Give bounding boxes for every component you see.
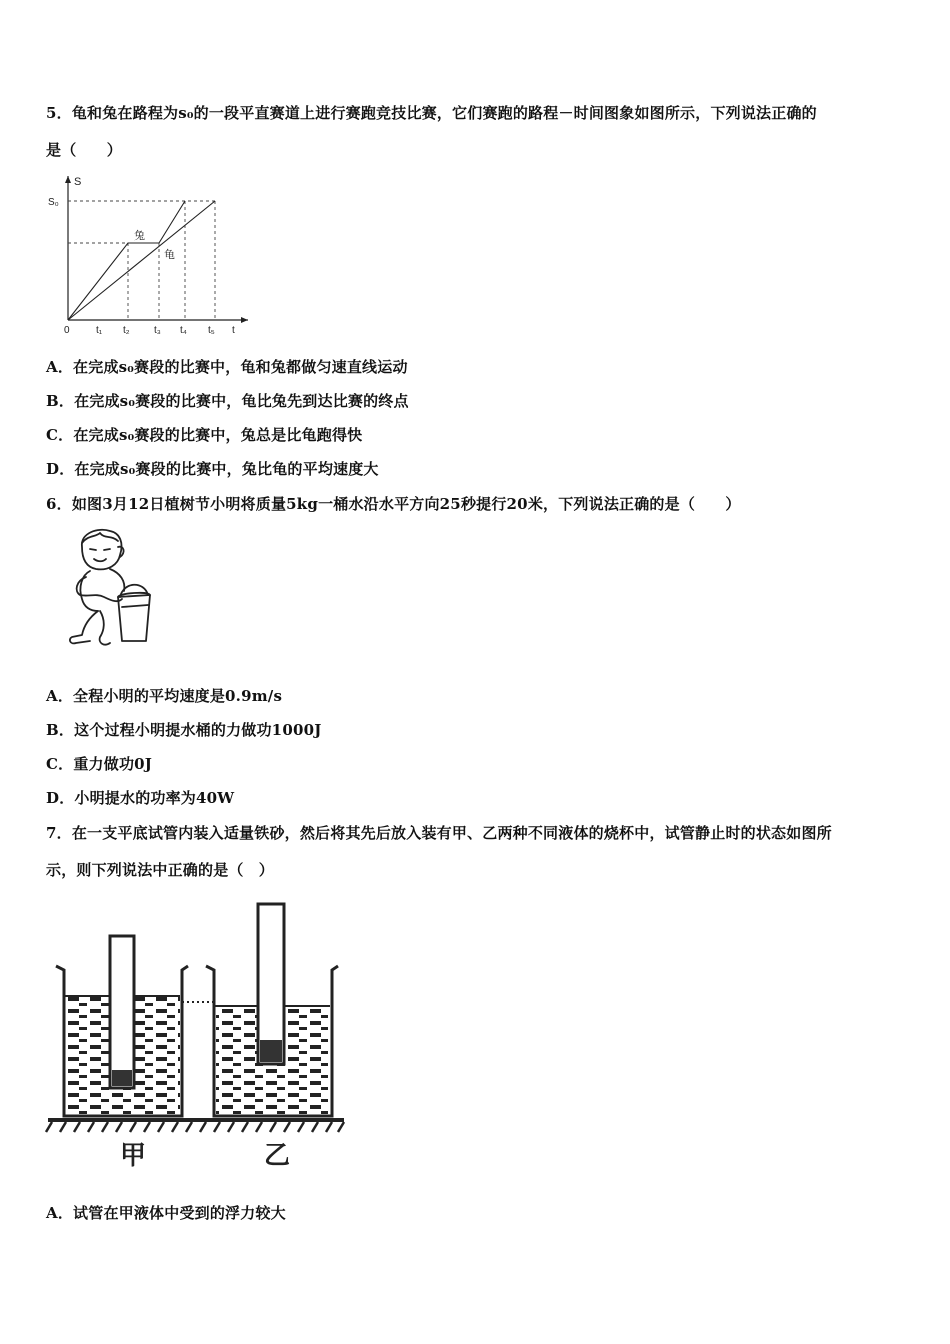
q5-option-a: A．在完成s₀赛段的比赛中，龟和兔都做匀速直线运动	[46, 358, 408, 376]
q7-option-a: A．试管在甲液体中受到的浮力较大	[46, 1204, 286, 1222]
rabbit-label: 兔	[134, 230, 145, 242]
turtle-label: 龟	[164, 249, 175, 261]
q6-option-d: D．小明提水的功率为40W	[46, 789, 235, 807]
q6-option-c: C．重力做功0J	[46, 755, 153, 773]
t5-label: t₅	[208, 325, 215, 336]
q5-distance-time-graph	[48, 172, 258, 341]
q7-stem-line1: 7．在一支平底试管内装入适量铁砂，然后将其先后放入装有甲、乙两种不同液体的烧杯中，试管静止时的状态如图所	[46, 824, 832, 842]
q5-stem-line1: 5．龟和兔在路程为s₀的一段平直赛道上进行赛跑竞技比赛，它们赛跑的路程－时间图象如图所示，下列说法正确的	[46, 104, 817, 122]
q5-option-b: B．在完成s₀赛段的比赛中，龟比兔先到达比赛的终点	[46, 392, 409, 410]
t1-label: t₁	[96, 325, 103, 336]
t2-label: t₂	[123, 325, 130, 336]
q6-option-b: B．这个过程小明提水桶的力做功1000J	[46, 721, 322, 739]
x-axis-label: t	[232, 325, 235, 336]
q6-stem: 6．如图3月12日植树节小明将质量5kg一桶水沿水平方向25秒提行20米，下列说法正确的是（ ）	[46, 495, 741, 513]
label-jia: 甲	[120, 1140, 147, 1170]
origin-label: 0	[64, 325, 70, 336]
q6-option-a: A．全程小明的平均速度是0.9m/s	[46, 687, 283, 705]
t3-label: t₃	[154, 325, 161, 336]
y-axis-label: S	[74, 176, 82, 188]
q5-option-d: D．在完成s₀赛段的比赛中，兔比龟的平均速度大	[46, 460, 379, 478]
s0-label: S₀	[48, 197, 59, 208]
turtle-line	[68, 201, 215, 320]
test-tube-beakers-figure	[44, 898, 354, 1177]
t4-label: t₄	[180, 325, 187, 336]
label-yi: 乙	[264, 1140, 291, 1170]
q7-stem-line2: 示，则下列说法中正确的是（ ）	[46, 861, 275, 879]
boy-carrying-bucket-illustration	[60, 525, 160, 657]
q5-stem-line2: 是（ ）	[46, 141, 123, 159]
q5-option-c: C．在完成s₀赛段的比赛中，兔总是比龟跑得快	[46, 426, 363, 444]
